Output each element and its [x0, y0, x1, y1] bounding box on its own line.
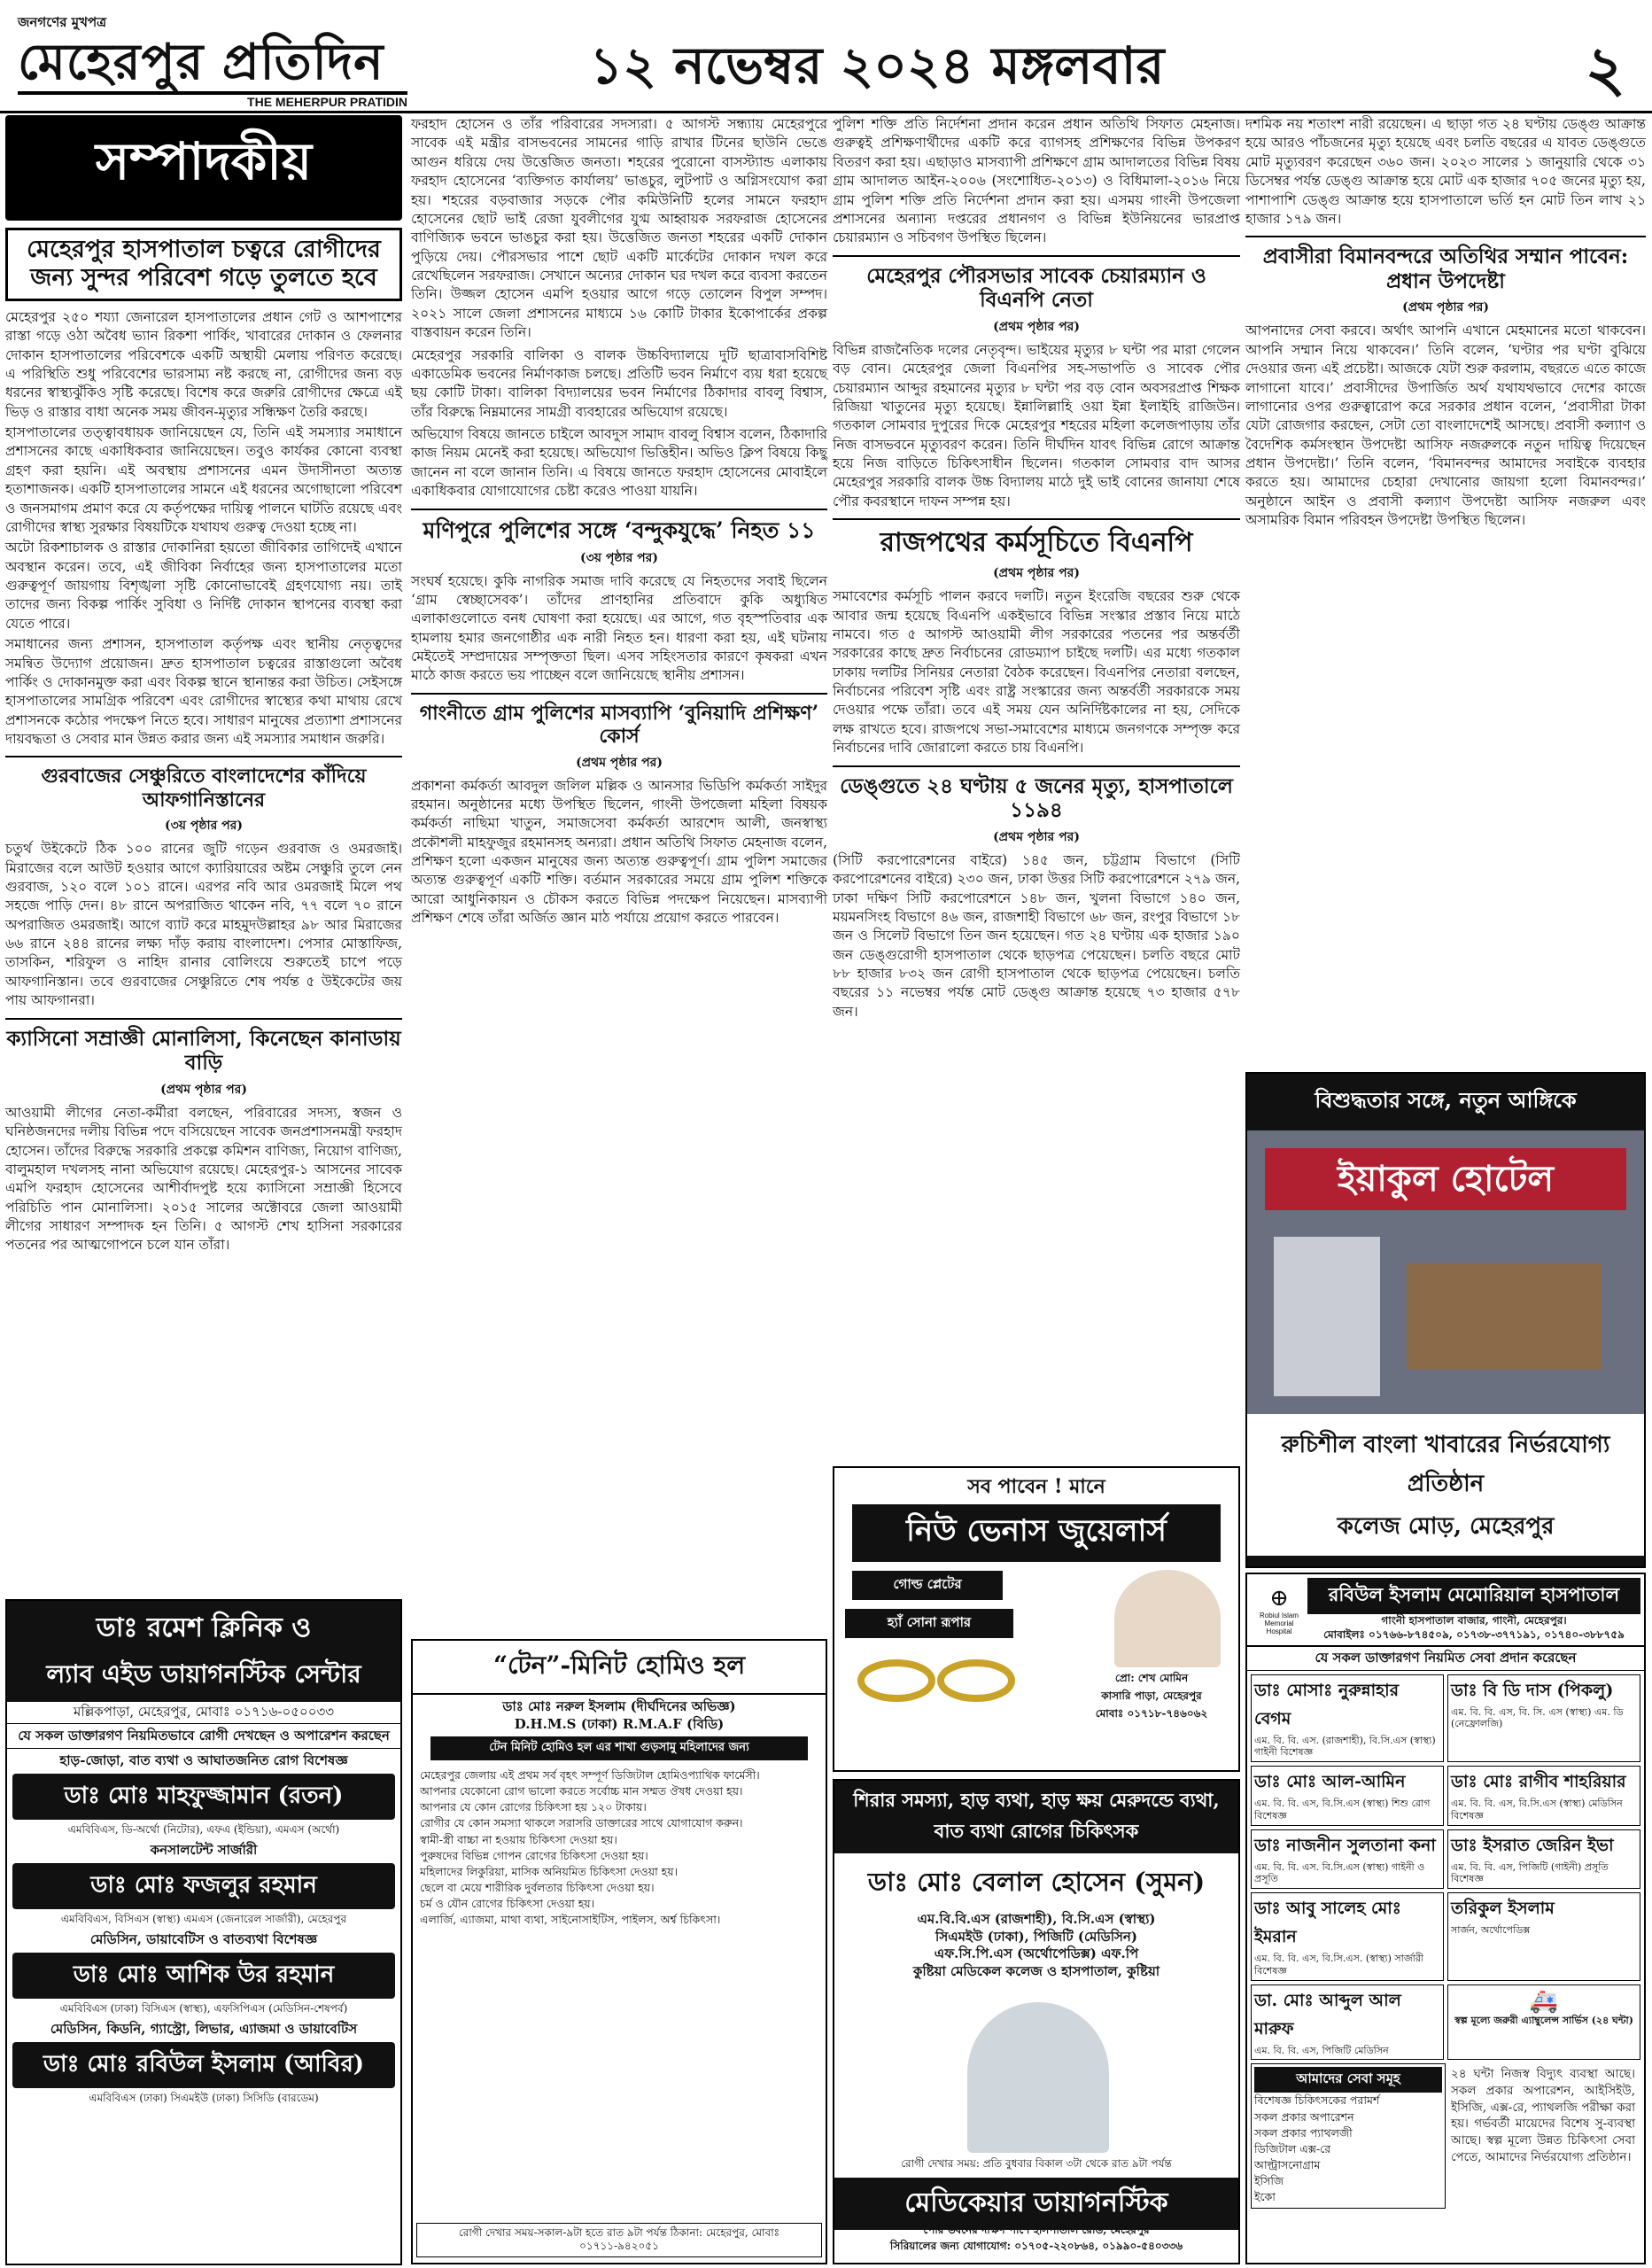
hospital-doctor	[1251, 1674, 1444, 1763]
divider	[833, 765, 1240, 767]
bone-time: রোগী দেখার সময়: প্রতি বুধবার বিকাল ৩টা থেকে রাত ৯টা পর্যন্ত	[901, 2157, 1172, 2170]
specialty-label: কনসালটেন্ট সার্জারী	[150, 1842, 258, 1859]
hospital-doctor-degree: এম. বি. বি. এস. বি.সি.এস (স্বাস্থ্য) গাইনী ও প্রসূতি	[1254, 1860, 1425, 1885]
airport-body: আপনাদের সেবা করবে। অর্থাৎ আপনি এখানে মেহমানের মতো থাকবেন। আপনি সম্মান নিয়ে থাকবেন।’ তিনি বলেন, ‘ঘণ্টার পর ঘণ্টা বুঝিয়ে দেওয়ার জন্য এই প্রচেষ্টা। আজকে যেটা শুরু করলাম, বছরতে এতে কাজে লাগানো যাবে।’ প্রবাসীদের উপার্জিত অর্থ যথাযথভাবে দেশের কাজে লাগানোর ওপর গুরুত্বারোপ করে সরকার প্রধান বলেন, ‘প্রবাসীরা টাকা যেটা রোজগার করছেন, সেটা তো বাংলাদেশেই আসছে। প্রবাসী কল্যাণ ও বৈদেশিক কর্মসংস্থান উপদেষ্টা আসিফ নজরুলকে নতুন দায়িত্ব দিয়েছেন প্রধান উপদেষ্টা।’ তিনি বলেন, ‘বিমানবন্দর আমাদের সবাইকে ব্যবহার করতে হয়। আমাদের চেহারা দেখানোর জায়গা হলো বিমানবন্দর।’ অনুষ্ঠানে আইন ও প্রবাসী কল্যাণ উপদেষ্টা আসিফ নজরুল এবং অসামরিক বিমান পরিবহন উপদেষ্টা উপস্থিত ছিলেন।	[1245, 322, 1646, 529]
homeo-doctor: ডাঃ মোঃ নরুল ইসলাম (দীর্ঘদিনের অভিজ্ঞ)	[502, 1698, 736, 1714]
hospital-doctor-degree: এম. বি. বি. এস, বি. সি. এস (স্বাস্থ্য) এম. ডি (নেফ্রোলজি)	[1451, 1705, 1624, 1730]
jewellers-phone: মোবাঃ ০১৭১৮-৭৪৬০৬২	[1095, 1707, 1208, 1720]
manipur-headline[interactable]: মণিপুরে পুলিশের সঙ্গে ‘বন্দুকযুদ্ধে’ নিহত ১১	[423, 517, 816, 543]
continuation-label: (৩য় পৃষ্ঠার পর)	[165, 819, 243, 834]
specialty-label: মেডিসিন, ডায়াবেটিস ও বাতব্যথা বিশেষজ্ঞ	[89, 1931, 318, 1948]
casino-body: আওয়ামী লীগের নেতা-কর্মীরা বলছেন, পরিবারের সদস্য, স্বজন ও ঘনিষ্ঠজনদের দলীয় বিভিন্ন পদে বসিয়েছেন সাবেক জনপ্রশাসনমন্ত্রী ফরহাদ হোসেন। তাঁদের বিরুদ্ধে সরকারি প্রকল্পে কমিশন বাণিজ্য, নিয়োগ বাণিজ্য, বালুমহাল দখলসহ নানা অভিযোগ রয়েছে। মেহেরপুর-১ আসনের সাবেক এমপি ফরহাদ হোসেনের আশীর্বাদপুষ্ট হয়ে ক্যাসিনো সম্রাজ্ঞী হিসেবে পরিচিতি পান মোনালিসা। ২০১৫ সালের অক্টোবরে জেলা আওয়ামী লীগের সাধারণ সম্পাদক হন তিনি। ৫ আগস্ট শেখ হাসিনা সরকারের পতনের পর আত্মগোপনে চলে যান তাঁরা।	[5, 1104, 402, 1254]
restaurant-ad[interactable]	[1245, 1072, 1646, 1568]
jewellers-line-1: গোল্ড প্লেটের	[852, 1571, 1003, 1600]
hospital-doctor-name: ডাঃ মোসাঃ নুরুন্নাহার বেগম	[1254, 1680, 1400, 1728]
editorial-banner: সম্পাদকীয়	[5, 115, 402, 221]
doctor-degree: এমবিবিএস (ঢাকা) সিএমইউ (ঢাকা) সিসিডি (বারডেম)	[89, 2091, 319, 2104]
hospital-doctor	[1447, 1674, 1640, 1763]
service-item: বিশেষজ্ঞ চিকিৎসকের পরামর্শ	[1254, 2093, 1380, 2108]
medicare-address: পৌর ভবনের দক্ষিণ পাশে হাসপাতাল রোড, মেহেরপুর	[923, 2224, 1150, 2236]
gangni-police-headline[interactable]: গাংনীতে গ্রাম পুলিশের মাসব্যাপি ‘বুনিয়াদি প্রশিক্ষণ’ কোর্স	[419, 701, 819, 749]
hospital-address: গাংনী হাসপাতাল বাজার, গাংনী, মেহেরপুর।	[1381, 1614, 1567, 1627]
jewellers-name: নিউ ভেনাস জুয়েলার্স	[852, 1504, 1221, 1562]
hospital-doctor-degree: এম. বি. বি. এস, পিজিটি মেডিসিন	[1254, 2044, 1389, 2056]
divider	[411, 509, 827, 510]
hospital-logo-text: Robiul Islam Memorial Hospital	[1259, 1611, 1299, 1635]
doctor-degree: এমবিবিএস (ঢাকা) বিসিএস (স্বাস্থ্য), এফসিপিএস (মেডিসিন-শেষপর্ব)	[59, 2001, 348, 2015]
hospital-doctor-degree: এম. বি. বি. এস, বি.সি.এস (স্বাস্থ্য) মেডিসিন বিশেষজ্ঞ	[1451, 1798, 1623, 1821]
continuation-label: (প্রথম পৃষ্ঠার পর)	[993, 319, 1080, 334]
bone-ad-title: শিরার সমস্যা, হাড় ব্যথা, হাড় ক্ষয় মেরুদন্ডে ব্যথা, বাত ব্যথা রোগের চিকিৎসক	[834, 1781, 1238, 1853]
hospital-right-text: ২৪ ঘন্টা নিজস্ব বিদ্যুৎ ব্যবস্থা আছে। সকল প্রকার অপারেশন, আইসিইউ, ইসিজি, এক্স-রে, প্যাথলজি পরীক্ষা করা হয়। গর্ভবর্তী মায়েদের বিশেষ সু-ব্যবস্থা আছে। স্বল্প মূল্যে উন্নত চিকিৎসা সেবা পেতে, আমাদের নির্ভরযোগ্য প্রতিষ্ঠান।	[1451, 2067, 1635, 2164]
editorial-body	[5, 308, 402, 750]
medicare-diagnostic: মেডিকেয়ার ডায়াগনস্টিক	[834, 2178, 1238, 2230]
bnp-body: সমাবেশের কর্মসূচি পালন করবে দলটি। নতুন ইংরেজি বছরের শুরু থেকে আবার জন্ম হয়েছে বিএনপি একইভাবে বিভিন্ন সংস্কার প্রস্তাব নিয়ে মাঠে নামবে। গত ৫ আগস্ট আওয়ামী লীগ সরকারের পতনের পর অন্তর্বর্তী সরকারের কাছে দ্রুত নির্বাচনের রোডম্যাপ চাইছে দলটি। এর মধ্যে গতকাল ঢাকায় দলটির সিনিয়র নেতারা বৈঠক করেছেন। বিএনপির নেতারা বলছেন, নির্বাচনের পরিবেশ সৃষ্টি এবং রাষ্ট্র সংস্কারের জন্য অন্তর্বর্তী সরকারকে সময় দেওয়ার পক্ষে তাঁরা। তবে এই সময় যেন অনির্দিষ্টকালের না হয়, সেদিকে লক্ষ রাখতে হবে। রাজপথে সভা-সমাবেশের মাধ্যমে জনগণকে সম্পৃক্ত করে নির্বাচনের দাবি জোরালো করতে চায় বিএনপি।	[833, 588, 1240, 757]
bnp-headline[interactable]: রাজপথের কর্মসূচিতে বিএনপি	[880, 527, 1193, 559]
doctor-degree: এমবিবিএস, ডি-অর্থো (নিটোর), এফএ (ইন্ডিয়া), এমএস (অর্থো)	[67, 1822, 340, 1836]
specialty-label: মেডিসিন, কিডনি, গ্যাস্ট্রো, লিভার, এ্যাজমা ও ডায়াবেটিস	[50, 2021, 358, 2038]
cricket-headline[interactable]: গুরবাজের সেঞ্চুরিতে বাংলাদেশের কাঁদিয়ে আফগানিস্তানের	[41, 765, 367, 812]
ambulance-box	[1447, 1984, 1640, 2061]
service-item: আল্ট্রাসনোগ্রাম	[1254, 2157, 1321, 2171]
divider	[1245, 236, 1646, 237]
restaurant-photo	[1247, 1130, 1644, 1414]
clinic-title-1: ডাঃ রমেশ ক্লিনিক ও	[7, 1601, 400, 1653]
restaurant-contact[interactable]	[1247, 1556, 1644, 1568]
continuation-label: (প্রথম পৃষ্ঠার পর)	[576, 755, 663, 770]
hospital-logo	[1251, 1585, 1307, 1635]
hospital-titles	[1307, 1578, 1640, 1642]
divider	[5, 1018, 402, 1020]
homeo-list-item: মেহেরপুর জেলায় এই প্রথম সর্ব বৃহৎ সম্পূর্ণ ডিজিটাল হোমিওপ্যাথিক ফার্মেসী।	[420, 1768, 760, 1782]
jewellery-image	[852, 1654, 1029, 1707]
clinic-notice: যে সকল ডাক্তারগণ নিয়মিতভাবে রোগী দেখছেন ও অপারেশন করছেন	[7, 1723, 400, 1750]
bone-doctor-ad[interactable]	[833, 1779, 1240, 2264]
hospital-doctor-degree: এম. বি. বি. এস, বি.সি.এস (স্বাস্থ্য) শিশু রোগ বিশেষজ্ঞ	[1254, 1798, 1431, 1821]
homeo-list-item: আপনার যে কোন রোগের চিকিৎসা হয় ১২০ টাকায়।	[420, 1800, 647, 1814]
hospital-name: রবিউল ইসলাম মেমোরিয়াল হাসপাতাল	[1307, 1578, 1640, 1614]
homeo-list-item: আপনার যেকোনো রোগ ভালো করতে সর্বোচ্চ মান সম্মত ঔষধ দেওয়া হয়।	[420, 1784, 743, 1798]
divider	[833, 518, 1240, 520]
hospital-doctor-name: ডাঃ মোঃ রাগীব শাহরিয়ার	[1451, 1772, 1626, 1792]
continuation-label: (প্রথম পৃষ্ঠার পর)	[993, 829, 1080, 844]
hospital-doctor-degree: এম. বি. বি. এস. (রাজশাহী), বি.সি.এস (স্বাস্থ্য) গাইনী বিশেষজ্ঞ	[1254, 1734, 1436, 1759]
editorial-headline-box	[5, 228, 402, 301]
farhad-body-3: অভিযোগ বিষয়ে জানতে চাইলে আবদুস সামাদ বাবলু বিশ্বাস বলেন, ঠিকাদারি কাজ নিয়ম মেনেই করা হয়েছে। অভিযোগ ভিত্তিহীন। অভিও ক্লিপ বিষয়ে কিছু জানেন না বলে জানান তিনি। এ বিষয়ে জানতে ফরহাদ হোসেনের মোবাইলে একাধিকবার যোগাযোগের চেষ্টা করেও পাওয়া যায়নি।	[411, 426, 827, 500]
continuation-label: (৩য় পৃষ্ঠার পর)	[580, 550, 658, 565]
hospital-doctor-degree: সার্জন, অর্থোপেডিক্স	[1451, 1924, 1531, 1937]
homeo-list-item: রোগীর যে কোন সমস্যা থাকলে সরাসরি ডাক্তারের সাথে যোগাযোগ করুন।	[420, 1816, 743, 1830]
hospital-doctor-grid	[1247, 1671, 1644, 2064]
doctor-name: ডাঃ মোঃ আশিক উর রহমান	[12, 1953, 395, 1999]
hospital-doctor-name: ডাঃ আবু সালেহ মোঃ ইমরান	[1254, 1899, 1401, 1947]
doctor-name: ডাঃ মোঃ ফজলুর রহমান	[12, 1863, 395, 1909]
airport-headline[interactable]: প্রবাসীরা বিমানবন্দরে অতিথির সম্মান পাবেন: প্রধান উপদেষ্টা	[1262, 245, 1629, 293]
continuation-label: (প্রথম পৃষ্ঠার পর)	[160, 1082, 247, 1097]
hospital-doctor-name: ডা. মোঃ আব্দুল আল মারুফ	[1254, 1990, 1401, 2039]
hospital-doctor-name: ডাঃ ইসরাত জেরিন ইভা	[1451, 1835, 1614, 1855]
editorial-paragraph: সমাধানের জন্য প্রশাসন, হাসপাতাল কর্তৃপক্ষ এবং স্থানীয় নেতৃত্বদের সমন্বিত উদ্যোগ প্রয়োজন। দ্রুত হাসপাতাল চত্বরের রাস্তাগুলো অবৈধ পার্কিং ও দোকানমুক্ত করা এবং বিকল্প স্থানে স্থানান্তর করা উচিত। সেইসঙ্গে হাসপাতালের সামগ্রিক পরিবেশ এবং রোগীদের স্বাস্থ্যের কথা মাথায় রেখে প্রশাসনকে কঠোর পদক্ষেপ নিতে হবে। সাধারণ মানুষের প্রত্যাশা প্রশাসনের দায়বদ্ধতা ও সেবার মান উন্নত করার জন্য এই সমস্যার সমাধান জরুরি।	[5, 636, 402, 748]
homeo-list-item: ছেলে বা মেয়ে শারীরিক দুর্বলতার চিকিৎসা দেওয়া হয়।	[420, 1880, 655, 1894]
column-4	[1245, 115, 1646, 531]
hospital-doctor	[1251, 1829, 1444, 1890]
restaurant-ad-header: বিশুদ্ধতার সঙ্গে, নতুন আঙ্গিকে	[1247, 1074, 1644, 1130]
police-top-body: পুলিশ শক্তি প্রতি নির্দেশনা প্রদান করেন প্রধান অতিথি সিফাত মেহনাজ। গুরুত্বই প্রশিক্ষণার্থীদের একটি করে ব্যাগসহ প্রশিক্ষণের বিভিন্ন উপকরণ বিতরণ করা হয়। এছাড়াও মাসব্যাপী প্রশিক্ষণে গ্রাম আদালতের বিভিন্ন বিষয় গ্রাম আদালত আইন-২০০৬ (সংশোধিত-২০১৩) ও বিধিমালা-২০১৬ নিয়ে গ্রাম পুলিশ শক্তি প্রতি নির্দেশনা প্রদান করা হয়। এসময় গাংনী উপজেলা প্রশাসনের অন্যান্য দপ্তরের প্রধানগণ ও বিভিন্ন ইউনিয়নের ভারপ্রাপ্ত চেয়ারম্যান ও সচিবগণ উপস্থিত ছিলেন।	[833, 116, 1240, 246]
hospital-doctor-name: ডাঃ বি ডি দাস (পিকলু)	[1451, 1680, 1614, 1700]
bone-degree: সিএমইউ (ঢাকা), পিজিটি (মেডিসিন)	[935, 1928, 1137, 1945]
hospital-logo-icon: ⊕	[1269, 1584, 1289, 1612]
divider	[833, 255, 1240, 257]
hospital-doctor	[1251, 1766, 1444, 1826]
dengue-women-body: দশমিক নয় শতাংশ নারী রয়েছেন। এ ছাড়া গত ২৪ ঘণ্টায় ডেঙ্গু আক্রান্ত হয়ে আরও পাঁচজনের মৃত্যু হয়েছে এবং চলতি বছরের এ যাবত ডেঙ্গুতে মোট মৃত্যুবরণ করেছেন ৩৬০ জন। ২০২৩ সালের ১ জানুয়ারি থেকে ৩১ ডিসেম্বর পর্যন্ত ডেঙ্গু আক্রান্ত হয়ে মোট এক হাজার ৭০৫ জনের মৃত্যু হয়, পাশাপাশি ডেঙ্গু আক্রান্ত হয়ে হাসপাতালে ভর্তি হন মোট তিন লাখ ২১ হাজার ১৭৯ জন।	[1245, 116, 1646, 227]
homeo-list	[413, 1764, 826, 1931]
service-item: সকল প্রকার অপারেশন	[1254, 2109, 1354, 2124]
editorial-headline[interactable]: মেহেরপুর হাসপাতাল চত্বরে রোগীদের জন্য সুন্দর পরিবেশ গড়ে তুলতে হবে	[27, 236, 381, 292]
masthead	[0, 0, 1652, 113]
homeo-degree: D.H.M.S (ঢাকা) R.M.A.F (বিডি)	[514, 1715, 725, 1732]
farhad-body-2: মেহেরপুর সরকারি বালিকা ও বালক উচ্চবিদ্যালয়ে দুটি ছাত্রাবাসবিশিষ্ট একাডেমিক ভবনের নির্মাণকাজ চলছে। প্রতিটি ভবন নির্মাণে ব্যয় ধরা হয়েছে ছয় কোটি টাকা। বালিকা বিদ্যালয়ের ভবন নির্মাণের ঠিকাদার বাবলু বিশ্বাস, তাঁর বিরুদ্ধে নিম্নমানের সামগ্রী ব্যবহারের অভিযোগ রয়েছে।	[411, 346, 827, 420]
homeo-list-item: চর্ম ও যৌন রোগের চিকিৎসা দেওয়া হয়।	[420, 1897, 595, 1910]
hospital-doctor-name: ডাঃ মোঃ আল-আমিন	[1254, 1772, 1406, 1792]
page-number: ২	[1585, 32, 1625, 105]
doctor-name: ডাঃ মোঃ রবিউল ইসলাম (আবির)	[12, 2042, 395, 2088]
bone-doctor-name: ডাঃ মোঃ বেলাল হোসেন (সুমন)	[867, 1867, 1206, 1897]
homeo-list-item: মহিলাদের লিকুরিয়া, মাসিক অনিয়মিত চিকিৎসা দেওয়া হয়।	[420, 1864, 679, 1878]
hospital-doctor-name: ডাঃ নাজনীন সুলতানা কনা	[1254, 1835, 1436, 1855]
editorial-paragraph: হাসপাতালের তত্ত্বাবধায়ক জানিয়েছেন যে, তিনি এই সমস্যার সমাধানে প্রশাসনের কাছে একাধিকবার জানিয়েছেন। তবুও কার্যকর কোনো ব্যবস্থা গ্রহণ করা হয়নি। এই অবস্থায় প্রশাসনের এমন উদাসীনতা অত্যন্ত হতাশাজনক। একটি হাসপাতালের সামনে এই ধরনের অগোছালো পরিবেশ ও জনসমাগম প্রমাণ করে যে কর্তৃপক্ষের দায়িত্ব পালনে ঘাটতি রয়েছে এবং রোগীদের স্বাস্থ্য সুরক্ষার বিষয়টিকে যথাযথ গুরুত্ব দেওয়া হচ্ছে না।	[5, 424, 402, 535]
column-2	[411, 115, 827, 928]
services-list	[1254, 2093, 1442, 2205]
specialty-label: হাড়-জোড়া, বাত ব্যথা ও আঘাতজনিত রোগ বিশেষজ্ঞ	[59, 1752, 348, 1768]
jewellers-top: সব পাবেন ! মানে	[967, 1475, 1105, 1498]
service-item: সকল প্রকার প্যাথলজী	[1254, 2125, 1353, 2140]
services-title: আমাদের সেবা সমূহ	[1254, 2067, 1442, 2093]
homeo-hall-ad[interactable]	[411, 1639, 827, 2264]
bone-degree: এম.বি.বি.এস (রাজশাহী), বি.সি.এস (স্বাস্থ্য)	[917, 1911, 1156, 1927]
hospital-doctor	[1251, 1984, 1444, 2061]
hospital-phone[interactable]: মোবাইলঃ ০১৭৬৬-৮৭৪৫০৯, ০১৭৩৮-৩৭৭১৯১, ০১৭৪০-৩৮৮৭৫৯	[1323, 1627, 1625, 1641]
hotel-sign: ইয়াকুল হোটেল	[1265, 1148, 1626, 1210]
column-1	[5, 115, 402, 1255]
hospital-doctor	[1447, 1892, 1640, 1981]
service-item: ডিজিটাল এক্স-রে	[1254, 2141, 1331, 2155]
services-box	[1251, 2063, 1446, 2209]
divider	[5, 756, 402, 757]
jewellers-address: কাসারি পাড়া, মেহেরপুর	[1101, 1689, 1202, 1702]
hospital-doctor	[1251, 1892, 1444, 1981]
jewellers-ad[interactable]	[833, 1466, 1240, 1772]
shop-counter	[1407, 1263, 1602, 1370]
homeo-footer: রোগী দেখার সময়-সকাল-৯টা হতে রাত ৯টা পর্যন্ত ঠিকানা: মেহেরপুর, মোবাঃ ০১৭১১-৯৪২০৫১	[416, 2223, 822, 2257]
homeo-list-item: এলার্জি, এ্যাজমা, মাথা ব্যথা, সাইনোসাইটিস, পাইলস, অর্শ্ব চিকিৎসা।	[420, 1913, 721, 1927]
doctor-name: ডাঃ মোঃ মাহফুজ্জামান (রতন)	[12, 1774, 395, 1820]
hospital-doctor	[1447, 1766, 1640, 1826]
manipur-body: সংঘর্ষ হয়েছে। কুকি নাগরিক সমাজ দাবি করেছে যে নিহতদের সবাই ছিলেন ‘গ্রাম স্বেচ্ছাসেবক’। তাঁদের প্রাণহানির প্রতিবাদে কুকি অধ্যুষিত এলাকাগুলোতে বনধ ঘোষণা করা হয়েছে। এর আগে, গত বৃহস্পতিবার এক হামলায় হমার জনগোষ্ঠীর এক নারী নিহত হন। ধারণা করা হয়, এই ঘটনায় মেইতেই সম্প্রদায়ের সম্পৃক্ততা ছিল। এসব সহিংসতার কারণে কৃষকরা এখন মাঠে কাজ করতে ভয় পাচ্ছেন বলে জানিয়েছে স্থানীয় প্রশাসন।	[411, 572, 827, 684]
ramesh-clinic-ad[interactable]	[5, 1599, 402, 2265]
editorial-paragraph: অটো রিকশাচালক ও রাস্তার দোকানিরা হয়তো জীবিকার তাগিদেই এখানে অবস্থান করেন। তবে, এই জীবিকা নির্বাহের জন্য হাসপাতালের মতো গুরুত্বপূর্ণ জায়গায় বিশৃঙ্খলা সৃষ্টি কোনোভাবেই গ্রহণযোগ্য নয়। তাই তাদের জন্য বিকল্প পার্কিং সুবিধা ও নির্দিষ্ট দোকান স্থাপনের ব্যবস্থা করা যেতে পারে।	[5, 540, 402, 632]
jewellers-line-2: হ্যাঁ সোনা রূপার	[845, 1609, 1013, 1638]
continuation-label: (প্রথম পৃষ্ঠার পর)	[1402, 300, 1489, 315]
clinic-title-2: ল্যাব এইড ডায়াগনস্টিক সেন্টার	[7, 1653, 400, 1702]
ambulance-text: স্বল্প মূল্যে জরুরী এ্যাম্বুলেন্স সার্ভিস (২৪ ঘন্টা)	[1454, 2014, 1633, 2026]
municipal-body: বিভিন্ন রাজনৈতিক দলের নেতৃবৃন্দ। ভাইয়ের মৃত্যুর ৮ ঘন্টা পর মারা গেলেন বড় বোন। মেহেরপুর জেলা বিএনপির সহ-সভাপতি ও সাবেক পৌর চেয়ারম্যান আব্দুর রহমানের মৃত্যুর ৮ ঘন্টা পর বড় বোন অবসরপ্রাপ্ত শিক্ষক রিজিয়া খাতুনের মৃত্যু হয়েছে। ইন্নালিল্লাহি ওয়া ইন্না ইলাইহি রাজিউন। গতকাল সোমবার দুপুরের দিকে মেহেরপুর শহরের মহিলা কলেজপাড়ায় তাঁর নিজ বাসভবনে মৃত্যুবরণ করেন। তিনি দীর্ঘদিন যাবৎ বিভিন্ন রোগে আক্রান্ত হয়ে নিজ বাড়িতে চিকিৎসাধীন ছিলেন। গতকাল সোমবার বাদ আসর মেহেরপুর সরকারি বালক উচ্চ বিদ্যালয় মাঠে দুই ভাই বোনের জানাযা শেষে পৌর কবরস্থানে দাফন সম্পন্ন হয়।	[833, 341, 1240, 509]
clinic-address: মল্লিকপাড়া, মেহেরপুর, মোবাঃ ০১৭১৬-০৫০০৩৩	[74, 1704, 334, 1720]
doctor-photo	[967, 2002, 1109, 2153]
dengue-headline[interactable]: ডেঙ্গুতে ২৪ ঘণ্টায় ৫ জনের মৃত্যু, হাসপাতালে ১১৯৪	[840, 773, 1233, 823]
restaurant-tagline: রুচিশীল বাংলা খাবারের নির্ভরযোগ্য প্রতিষ্ঠান	[1281, 1432, 1610, 1497]
homeo-list-item: স্বামী-স্ত্রী বাচ্চা না হওয়ায় চিকিৎসা দেওয়া হয়।	[420, 1832, 617, 1846]
medicare-serial[interactable]: সিরিয়ালের জন্য যোগাযোগ: ০১৭০৫-২২০৮৬৪, ০১৯৯০-৫৪০৩৩৬	[889, 2240, 1183, 2252]
homeo-title: “টেন”-মিনিট হোমিও হল	[413, 1641, 826, 1695]
editorial-paragraph: মেহেরপুর ২৫০ শয্যা জেনারেল হাসপাতালের প্রধান গেট ও আশপাশের রাস্তা গড়ে ওঠা অবৈধ ভ্যান রিকশা পার্কিং, খাবারের দোকান ও ফেলনার দোকান হাসপাতালের পরিবেশকে একটি অস্থায়ী মেলায় পরিণত করেছে। এ পরিস্থিতি শুধু পরিবেশের ভারসাম্য নষ্ট করছে না, রোগীদের জন্য বড় ধরনের স্বাস্থ্যঝুঁকিও সৃষ্টি করেছে। বিশেষ করে জরুরি রোগীদের ক্ষেত্রে এই ভিড় ও রাস্তার বাধা অনেক সময় জীবন-মৃত্যুর সন্ধিক্ষণ তৈরি করছে।	[5, 308, 402, 420]
farhad-body: ফরহাদ হোসেন ও তাঁর পরিবারের সদস্যরা। ৫ আগস্ট সন্ধ্যায় মেহেরপুরে সাবেক এই মন্ত্রীর বাসভবনের সামনের গাড়ি রাখার টিনের ছাউনি ভেঙে আগুন ধরিয়ে দেয় উত্তেজিত জনতা। শহরের পুরোনো বাসস্ট্যান্ড এলাকায় ফরহাদ হোসেনের ‘ব্যক্তিগত কার্যালয়’ ভাঙচুর, লুটপাট ও অগ্নিসংযোগ করা হয়। শহরের বড়বাজার সড়কে পৌর কমিউনিটি হলের সামনে ফরহাদ হোসেনের ছোট ভাই রেজা যুবলীগের যুগ্ম আহ্বায়ক সরফরাজ হোসেনের বাণিজ্যিক ভবনে ভাঙচুর করা হয়। উত্তেজিত জনতা শহরের একটি দোকান পুড়িয়ে দেয়। পৌরসভার পাশে ছোট একটি মার্কেটের দোকান দখল করে রেখেছিলেন সরফরাজ। সেখানে অন্যের দোকান ঘর দখল করে ব্যবসা করতেন তিনি। উজ্জল হোসেন এমপি হওয়ার আগে গড়ে তোলেন বিপুল সম্পদ। ২০২১ সালে জেলা প্রশাসনের মাধ্যমে ১৬ কোটি টাকার ইকোপার্কের প্রকল্প বাস্তবায়ন করেন তিনি।	[411, 116, 827, 341]
gangni-police-body: প্রকাশনা কর্মকর্তা আবদুল জলিল মল্লিক ও আনসার ভিডিপি কর্মকর্তা সাইদুর রহমান। অনুষ্ঠানের মধ্যে উপস্থিত ছিলেন, গাংনী উপজেলা মহিলা বিষয়ক কর্মকর্তা নাছিমা খাতুন, সমাজসেবা কর্মকর্তা আরশেদ আলী, জনস্বাস্থ্য প্রকৌশলী মাহফুজুর রহমানসহ অন্যরা। প্রধান অতিথি সিফাত মেহনাজ বলেন, প্রশিক্ষণ হলো একজন মানুষের জন্য অত্যন্ত গুরুত্বপূর্ণ। গ্রাম পুলিশ সমাজের অত্যন্ত গুরুত্বপূর্ণ একটি শক্তি। বর্তমান সরকারের সময়ে গ্রাম পুলিশ শক্তিকে আরো আধুনিকায়ন ও চৌকস করতে বিভিন্ন পদক্ষেপ নিয়েছেন। মাসব্যাপী প্রশিক্ষণ শেষে তাঁরা অর্জিত জ্ঞান মাঠ পর্যায়ে প্রয়োগ করতে পারবেন।	[411, 777, 827, 927]
hospital-header	[1247, 1574, 1644, 1647]
continuation-label: (প্রথম পৃষ্ঠার পর)	[993, 566, 1080, 581]
owner-photo	[1114, 1570, 1221, 1667]
divider	[411, 693, 827, 695]
dengue-body: (সিটি করপোরেশনের বাইরে) ১৪৫ জন, চট্টগ্রাম বিভাগে (সিটি করপোরেশনের বাইরে) ২৩০ জন, ঢাকা উত্তর সিটি করপোরেশনে ২৭৯ জন, ঢাকা দক্ষিণ সিটি করপোরেশনে ১৪৮ জন, খুলনা বিভাগে ১৪০ জন, ময়মনসিংহ বিভাগে ৪৬ জন, রাজশাহী বিভাগে ৬৮ জন, রংপুর বিভাগে ১৮ জন ও সিলেট বিভাগে তিন জন হয়েছেন। গত ২৪ ঘণ্টায় এক হাজার ১৯০ জন ডেঙ্গুরোগী হাসপাতাল থেকে ছাড়পত্র পেয়েছেন। চলতি বছরে মোট ৮৮ হাজার ৮৩২ জন রোগী হাসপাতাল থেকে ছাড়পত্র পেয়েছেন। চলতি বছরের ১১ নভেম্বর পর্যন্ত মোট ডেঙ্গু আক্রান্ত হয়েছে ৭৩ হাজার ৫৭৮ জন।	[833, 851, 1240, 1020]
bone-degree: কুষ্টিয়া মেডিকেল কলেজ ও হাসপাতাল, কুষ্টিয়া	[912, 1962, 1160, 1979]
newspaper-brand[interactable]	[18, 12, 407, 109]
hospital-services-row	[1247, 2063, 1644, 2209]
doctor-degree: এমবিবিএস, বিসিএস (স্বাস্থ্য) এমএস (জেনারেল সার্জারী), মেহেরপুর	[60, 1912, 347, 1925]
jewellers-owner: প্রো: শেখ মোমিন	[1114, 1672, 1189, 1684]
hospital-doctor-degree: এম. বি. বি. এস, বি.সি.এস. (স্বাস্থ্য) সার্জারী বিশেষজ্ঞ	[1254, 1953, 1424, 1977]
newspaper-subtitle: THE MEHERPUR PRATIDIN	[18, 91, 407, 109]
homeo-list-item: পুরুষদের বিভিন্ন গোপন রোগের চিকিৎসা দেওয়া হয়।	[420, 1848, 648, 1862]
service-item: ইসিজি	[1254, 2174, 1284, 2188]
shop-door	[1274, 1237, 1380, 1396]
issue-date: ১২ নভেম্বর ২০২৪ মঙ্গলবার	[589, 35, 1165, 96]
newspaper-title: মেহেরপুর প্রতিদিন	[18, 33, 384, 91]
hospital-doctor	[1447, 1829, 1640, 1890]
ambulance-icon: 🚑	[1529, 1987, 1559, 2015]
masthead-kicker: জনগণের মুখপত্র	[18, 14, 107, 30]
hospital-doctor-degree: এম. বি. বি. এস, পিজিটি (গাইনী) প্রসূতি বিশেষজ্ঞ	[1451, 1860, 1609, 1885]
column-3	[833, 115, 1240, 1021]
municipal-headline[interactable]: মেহেরপুর পৌরসভার সাবেক চেয়ারম্যান ও বিএনপি নেতা	[866, 263, 1206, 313]
restaurant-location: কলেজ মোড়, মেহেরপুর	[1337, 1513, 1555, 1540]
casino-headline[interactable]: ক্যাসিনো সম্রাজ্ঞী মোনালিসা, কিনেছেন কানাডায় বাড়ি	[6, 1026, 401, 1076]
service-item: ইকো	[1254, 2190, 1276, 2204]
homeo-branch-banner: টেন মিনিট হোমিও হল এর শাখা গুড়সামু মহিলাদের জন্য	[430, 1736, 808, 1760]
bone-degree: এফ.সি.পি.এস (অর্থোপেডিক্স) এফ.পি	[934, 1946, 1139, 1961]
hospital-notice: যে সকল ডাক্তারগণ নিয়মিত সেবা প্রদান করেছেন	[1247, 1647, 1644, 1671]
hospital-doctor-name: তরিকুল ইসলাম	[1451, 1899, 1555, 1919]
cricket-body: চতুর্থ উইকেটে ঠিক ১০০ রানের জুটি গড়েন গুরবাজ ও ওমরজাই। মিরাজের বলে আউট হওয়ার আগে ক্যারিয়ারের অষ্টম সেঞ্চুরি তুলে নেন গুরবাজ, ১২০ বলে ১০১ রানে। এরপর নবি আর ওমরজাই মিলে পথ সহজে পাড়ি দেন। ৪৮ রানে অপরাজিত থাকেন নবি, ৭৭ বলে ৭০ রানে অপরাজিত ওমরজাই। আগে ব্যাট করে মাহমুদউল্লাহর ৯৮ আর মিরাজের ৬৬ রানে ২৪৪ রানের লক্ষ্য দাঁড় করায় বাংলাদেশ। পেসার মোস্তাফিজ, তাসকিন, শরিফুল ও নাহিদ রানার বোলিংয়ে শুরুতেই চাপে পড়ে আফগানিস্তান। তবে গুরবাজের সেঞ্চুরিতে শেষ পর্যন্ত ৫ উইকেটের জয় পায় আফগানরা।	[5, 841, 402, 1009]
rabiul-hospital-ad[interactable]	[1245, 1573, 1646, 2264]
